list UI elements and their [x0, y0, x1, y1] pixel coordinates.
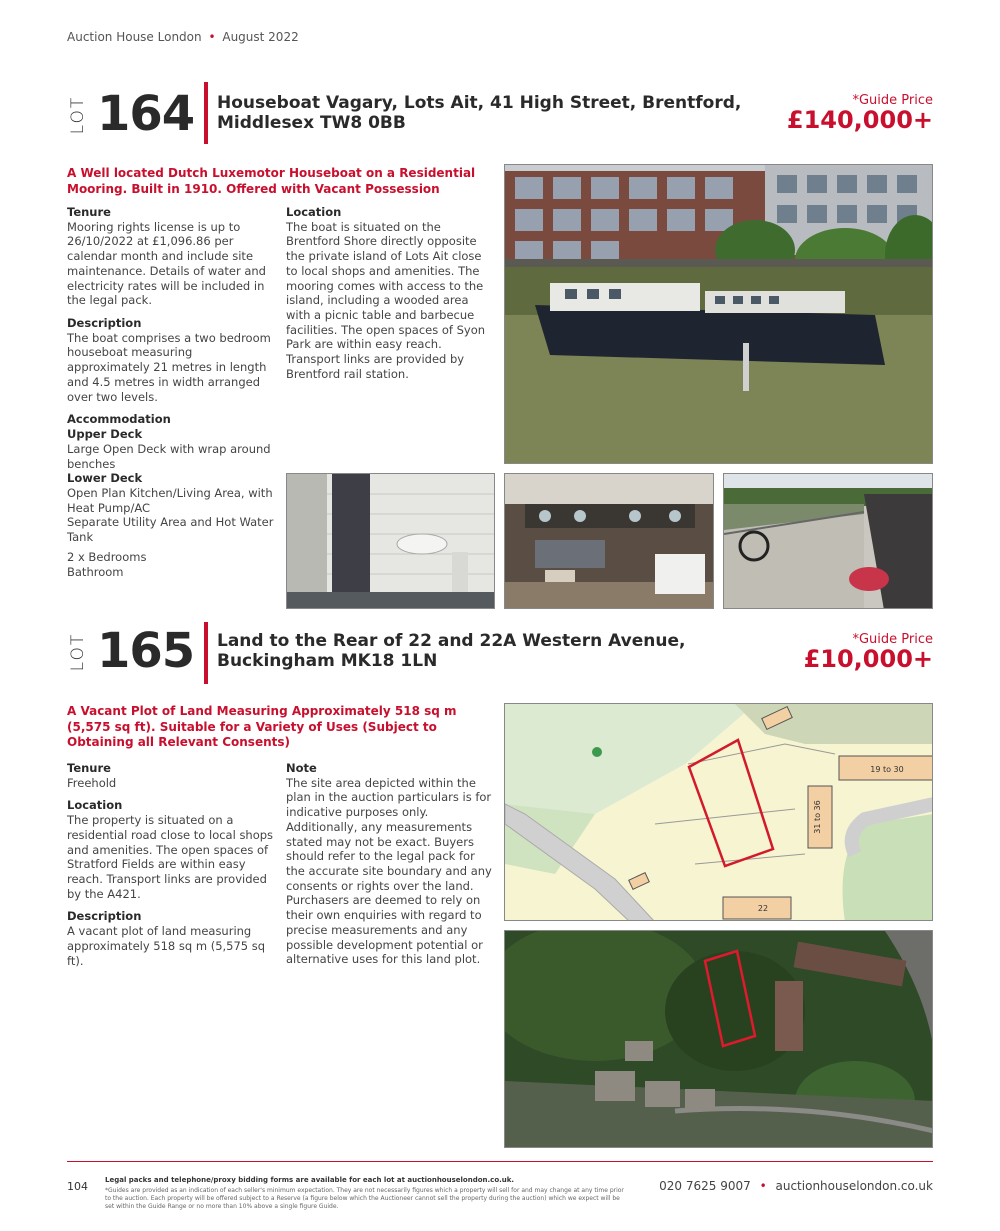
- guide-price-value: £10,000+: [803, 645, 933, 673]
- guide-price-block: [804, 632, 933, 672]
- houseboat-exterior-photo: [504, 164, 933, 464]
- upper-deck-photo: [723, 473, 933, 609]
- map-label-house-22: 22: [757, 904, 769, 913]
- lot-divider-bar: [204, 82, 208, 144]
- bathroom-photo: [286, 473, 495, 609]
- living-area-photo: [504, 473, 714, 609]
- lot-number: 164: [97, 86, 195, 142]
- lot-165-left-column: [67, 761, 279, 976]
- lot-title-line2: Middlesex TW8 0BB: [217, 113, 406, 134]
- lower-deck-text: Open Plan Kitchen/Living Area, with Heat Pump/AC: [67, 485, 273, 515]
- lot-label: LOT: [68, 632, 88, 672]
- aerial-photo: [504, 930, 933, 1148]
- page-header: [67, 30, 299, 44]
- tenure-heading: Tenure: [67, 761, 111, 775]
- note-text: The site area depicted within the plan in the auction particulars is for indicative purposes only. Additionally, any measurements stated may not be exact. Buyers should refer to the legal pack for the accurate site boundary and any consents or rights over the land. Purchasers are deemed to rely on their own enquiries with regard to precise measurements and any possible development potential or alternative uses for this land plot.: [286, 775, 492, 967]
- guide-price-value: £140,000+: [786, 106, 933, 134]
- tenure-text: Freehold: [67, 775, 117, 790]
- lot-divider-bar: [204, 622, 208, 684]
- lot-164-right-column: [286, 205, 490, 390]
- header-separator: •: [208, 30, 216, 44]
- lot-title-line1: Houseboat Vagary, Lots Ait, 41 High Street, Brentford,: [217, 93, 742, 113]
- guide-price-label: *Guide Price: [852, 93, 933, 108]
- guide-price-label: *Guide Price: [852, 632, 933, 647]
- issue-date: August 2022: [222, 30, 299, 44]
- footer-contact: [659, 1179, 933, 1193]
- footer-divider: [67, 1161, 933, 1162]
- note-heading: Note: [286, 761, 317, 775]
- lot-title: [217, 631, 747, 672]
- lower-deck-text: Separate Utility Area and Hot Water Tank: [67, 515, 274, 545]
- lot-label: LOT: [68, 95, 88, 135]
- location-heading: Location: [286, 205, 342, 219]
- footer-fine-print: *Guides are provided as an indication of each seller's minimum expectation. They are not necessarily figures which a property will sell for and may change at any time prior to the auction. Each property will be offered subject to a Reserve (a figure below which the Auctioneer cannot sell the property during the auction) which we expect will be set within the Guide Range or no more than 10% above a single figure Guide.: [105, 1187, 624, 1210]
- map-label-19-to-30: 19 to 30: [870, 765, 904, 774]
- lot-165-right-column: [286, 761, 494, 975]
- publisher-name: Auction House London: [67, 30, 202, 44]
- lot-title: [217, 93, 747, 134]
- lot-title-line2: Buckingham MK18 1LN: [217, 651, 438, 672]
- website-link[interactable]: auctionhouselondon.co.uk: [775, 1179, 933, 1193]
- lot-number: 165: [97, 623, 195, 679]
- upper-deck-heading: Upper Deck: [67, 427, 143, 442]
- guide-price-block: [787, 93, 933, 133]
- footer-legal-line: Legal packs and telephone/proxy bidding forms are available for each lot at auctionhouselondon.co.uk.: [105, 1176, 515, 1184]
- lot-165-subtitle: A Vacant Plot of Land Measuring Approximately 518 sq m (5,575 sq ft). Suitable for a Variety of Uses (Subject to Obtaining all Relevant Consents): [67, 704, 457, 750]
- description-heading: Description: [67, 909, 142, 924]
- lower-deck-text: 2 x Bedrooms: [67, 549, 147, 564]
- lot-165-header: [67, 622, 933, 684]
- location-text: The property is situated on a residential road close to local shops and amenities. The open spaces of Stratford Fields are within easy reach. Transport links are provided by the A421.: [67, 813, 274, 901]
- description-heading: Description: [67, 316, 142, 331]
- description-text: A vacant plot of land measuring approximately 518 sq m (5,575 sq ft).: [67, 924, 266, 968]
- lower-deck-heading: Lower Deck: [67, 471, 143, 486]
- accommodation-heading: Accommodation: [67, 412, 171, 427]
- description-text: The boat comprises a two bedroom houseboat measuring approximately 21 metres in length and 4.5 metres in width arranged over two levels.: [67, 330, 271, 404]
- site-plan-map: [504, 703, 933, 921]
- footer-separator: •: [759, 1179, 767, 1193]
- page-number: 104: [67, 1180, 88, 1193]
- lot-164-left-column: [67, 205, 277, 579]
- phone-number: 020 7625 9007: [659, 1179, 751, 1193]
- lot-164-header: [67, 82, 933, 144]
- map-label-31-to-36: 31 to 36: [813, 800, 822, 834]
- lower-deck-text: Bathroom: [67, 564, 124, 579]
- location-heading: Location: [67, 798, 123, 813]
- upper-deck-text: Large Open Deck with wrap around benches: [67, 441, 271, 471]
- tenure-text: Mooring rights license is up to 26/10/2022 at £1,096.86 per calendar month and include site maintenance. Details of water and electricity rates will be included in the legal pack.: [67, 219, 266, 308]
- tenure-heading: Tenure: [67, 205, 111, 219]
- lot-title-line1: Land to the Rear of 22 and 22A Western Avenue,: [217, 631, 686, 651]
- lot-164-subtitle: A Well located Dutch Luxemotor Houseboat on a Residential Mooring. Built in 1910. Offered with Vacant Possession: [67, 166, 476, 196]
- location-text: The boat is situated on the Brentford Shore directly opposite the private island of Lots Ait close to local shops and amenities. The mooring comes with access to the island, including a wooded area with a picnic table and barbecue facilities. The open spaces of Syon Park are within easy reach. Transport links are provided by Brentford rail station.: [286, 219, 486, 381]
